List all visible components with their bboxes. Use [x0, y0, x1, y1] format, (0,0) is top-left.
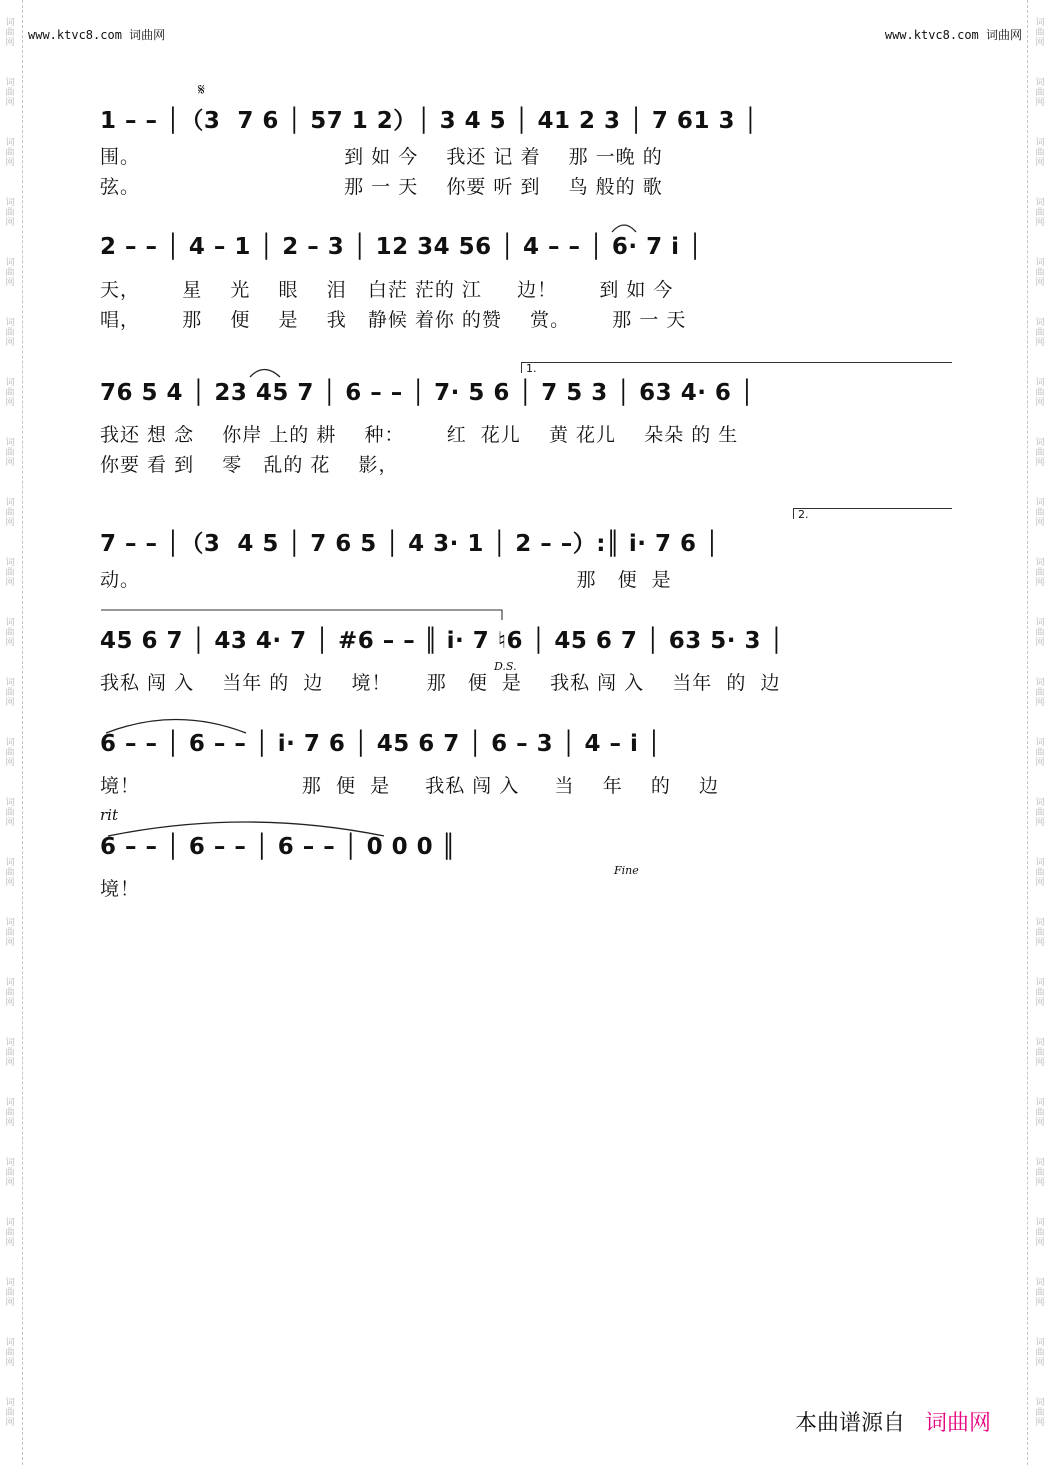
side-watermark-glyph: 词 曲 网	[5, 1038, 15, 1068]
row-2-lyric-1: 天， 星 光 眼 泪 白茫 茫的 江 边！ 到 如 今	[100, 279, 674, 301]
side-watermark-glyph: 词 曲 网	[1035, 438, 1045, 468]
side-watermark-glyph: 词 曲 网	[1035, 258, 1045, 288]
header-site-right[interactable]: www.ktvc8.com 词曲网	[884, 28, 1022, 42]
row-7-notes: 6 – – │ 6 – – │ 6 – – │ 0 0 0 ║	[100, 834, 457, 860]
row-4-lyric-1: 动。 那 便 是	[100, 569, 672, 591]
volta-1-bracket	[521, 362, 952, 373]
fine-mark: Fine	[614, 864, 639, 877]
header-site-left[interactable]: www.ktvc8.com 词曲网	[28, 28, 166, 42]
slur-56	[612, 225, 636, 232]
side-watermark-glyph: 词 曲 网	[5, 78, 15, 108]
volta-1-label: 1.	[526, 362, 537, 375]
side-watermark-glyph: 词 曲 网	[1035, 198, 1045, 228]
row-2-notes: 2 – – │ 4 – 1 │ 2 – 3 │ 12 34 56 │ 4 – – │ 6· 7 i │	[100, 234, 703, 260]
row-3-lyric-1: 我还 想 念 你岸 上的 耕 种： 红 花儿 黄 花儿 朵朵 的 生	[100, 424, 739, 446]
side-watermark-glyph: 词 曲 网	[5, 858, 15, 888]
footer-source-text: 本曲谱源自	[795, 1411, 906, 1436]
side-watermark-glyph: 词 曲 网	[1035, 1338, 1045, 1368]
row-2-lyric-2: 唱， 那 便 是 我 静候 着你 的赞 赏。 那 一 天	[100, 309, 687, 331]
row-6-notes: 6 – – │ 6 – – │ i· 7 6 │ 45 6 7 │ 6 – 3 │ 4 – i │	[100, 731, 662, 757]
side-watermark-glyph: 词 曲 网	[5, 498, 15, 528]
side-watermark-glyph: 词 曲 网	[1035, 918, 1045, 948]
side-watermark-glyph: 词 曲 网	[1035, 318, 1045, 348]
row-5-lyric-1: 我私 闯 入 当年 的 边 境！ 那 便 是 我私 闯 入 当年 的 边	[100, 672, 781, 694]
ds-mark: D.S.	[494, 660, 517, 673]
side-watermark-glyph: 词 曲 网	[1035, 558, 1045, 588]
side-watermark-glyph: 词 曲 网	[1035, 1278, 1045, 1308]
side-watermark-glyph: 词 曲 网	[5, 1278, 15, 1308]
side-watermark-glyph: 词 曲 网	[1035, 498, 1045, 528]
side-watermark-glyph: 词 曲 网	[1035, 798, 1045, 828]
side-watermark-glyph: 词 曲 网	[1035, 378, 1045, 408]
side-watermark-glyph: 词 曲 网	[5, 918, 15, 948]
side-watermark-glyph: 词 曲 网	[5, 798, 15, 828]
row-5-notes: 45 6 7 │ 43 4· 7 │ #6 – – ║ i· 7 ♮6 │ 45 6 7 │ 63 5· 3 │	[100, 628, 784, 654]
side-watermark-glyph: 词 曲 网	[5, 678, 15, 708]
footer-credit	[795, 1406, 991, 1437]
side-watermark-glyph: 词 曲 网	[5, 1218, 15, 1248]
side-watermark-glyph: 词 曲 网	[5, 978, 15, 1008]
row-1-lyric-1: 围。 到 如 今 我还 记 着 那 一晚 的	[100, 146, 663, 168]
segno-mark: 𝄋	[198, 80, 205, 99]
left-margin-guide	[22, 0, 23, 1465]
footer-brand-link[interactable]: 词曲网	[925, 1411, 992, 1436]
side-watermark-glyph: 词 曲 网	[1035, 1398, 1045, 1428]
side-watermark-glyph: 词 曲 网	[1035, 978, 1045, 1008]
row-6-lyric-1: 境！ 那 便 是 我私 闯 入 当 年 的 边	[100, 775, 720, 797]
side-watermark-glyph: 词 曲 网	[5, 1098, 15, 1128]
slur-23	[250, 370, 280, 378]
side-watermark-glyph: 词 曲 网	[1035, 1158, 1045, 1188]
side-watermark-glyph: 词 曲 网	[5, 258, 15, 288]
side-watermark-glyph: 词 曲 网	[1035, 1218, 1045, 1248]
row-3-lyric-2: 你要 看 到 零 乱的 花 影，	[100, 454, 399, 476]
row-3-notes: 76 5 4 │ 23 45 7 │ 6 – – │ 7· 5 6 │ 7 5 3 │ 63 4· 6 │	[100, 380, 755, 406]
side-watermark-glyph: 词 曲 网	[1035, 18, 1045, 48]
side-watermark-glyph: 词 曲 网	[5, 618, 15, 648]
side-watermark-glyph: 词 曲 网	[5, 198, 15, 228]
row-1-notes: 1 – – │（3 7 6 │ 57 1 2）│ 3 4 5 │ 41 2 3 │ 7 61 3 │	[100, 108, 758, 134]
side-watermark-glyph: 词 曲 网	[1035, 738, 1045, 768]
side-watermark-glyph: 词 曲 网	[1035, 138, 1045, 168]
volta-2-bracket	[793, 508, 952, 519]
side-watermark-glyph: 词 曲 网	[5, 738, 15, 768]
side-watermark-glyph: 词 曲 网	[1035, 78, 1045, 108]
side-watermark-glyph: 词 曲 网	[5, 1158, 15, 1188]
side-watermark-glyph: 词 曲 网	[5, 18, 15, 48]
right-margin-guide	[1027, 0, 1028, 1465]
side-watermark-glyph: 词 曲 网	[1035, 858, 1045, 888]
side-watermark-glyph: 词 曲 网	[1035, 678, 1045, 708]
side-watermark-glyph: 词 曲 网	[5, 558, 15, 588]
volta-2-label: 2.	[798, 508, 809, 521]
side-watermark-glyph: 词 曲 网	[5, 318, 15, 348]
row-7-lyric-1: 境！	[100, 878, 141, 900]
side-watermark-glyph: 词 曲 网	[5, 1338, 15, 1368]
ending-overline	[101, 610, 502, 620]
side-watermark-glyph: 词 曲 网	[1035, 618, 1045, 648]
row-1-lyric-2: 弦。 那 一 天 你要 听 到 鸟 般的 歌	[100, 176, 663, 198]
side-watermark-glyph: 词 曲 网	[5, 1398, 15, 1428]
side-watermark-glyph: 词 曲 网	[5, 438, 15, 468]
side-watermark-glyph: 词 曲 网	[5, 378, 15, 408]
side-watermark-glyph: 词 曲 网	[1035, 1098, 1045, 1128]
side-watermark-glyph: 词 曲 网	[1035, 1038, 1045, 1068]
row-4-notes: 7 – – │（3 4 5 │ 7 6 5 │ 4 3· 1 │ 2 – –）:║ i· 7 6 │	[100, 531, 720, 557]
side-watermark-glyph: 词 曲 网	[5, 138, 15, 168]
rit-mark: rit	[100, 806, 118, 824]
